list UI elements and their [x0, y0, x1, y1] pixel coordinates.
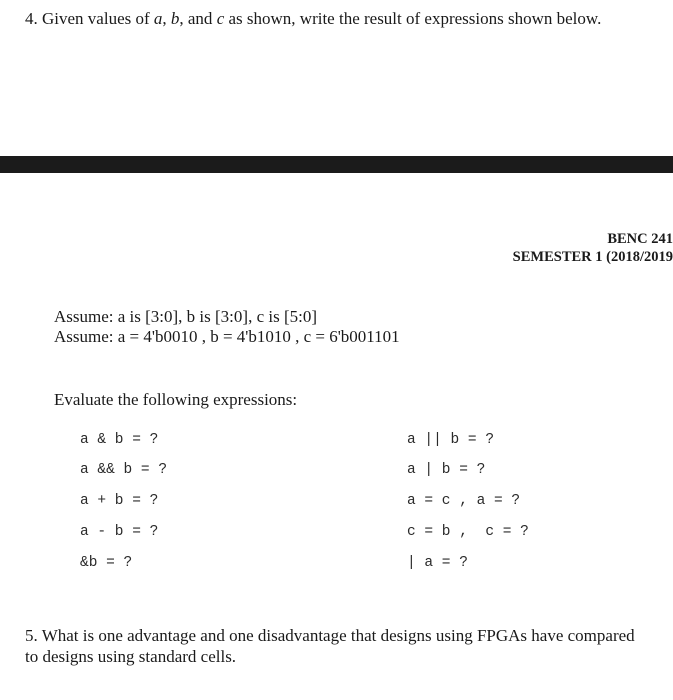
question-4-comma: ,	[162, 9, 171, 28]
expression-left-5: &b = ?	[80, 555, 133, 571]
question-4-text-part2: , and	[179, 9, 217, 28]
question-5: 5. What is one advantage and one disadvantage that designs using FPGAs have compared to designs using standard cells.	[25, 626, 635, 666]
assumption-widths: Assume: a is [3:0], b is [3:0], c is [5:0]	[54, 307, 317, 326]
evaluate-heading: Evaluate the following expressions:	[54, 390, 298, 409]
question-4-prompt	[25, 8, 601, 29]
semester-label: SEMESTER 1 (2018/2019	[512, 249, 673, 265]
page-divider-bar	[0, 156, 673, 173]
question-4-number: 4.	[25, 9, 38, 28]
expression-right-5: | a = ?	[407, 555, 468, 571]
expression-left-2: a && b = ?	[80, 462, 168, 478]
var-c: c	[216, 9, 225, 28]
expression-left-4: a - b = ?	[80, 524, 159, 540]
expression-left-1: a & b = ?	[80, 432, 159, 448]
var-a: a	[153, 9, 163, 28]
expression-right-4: c = b , c = ?	[407, 524, 529, 540]
question-4-text-part3: as shown, write the result of expressions shown below.	[224, 9, 602, 28]
assumption-values: Assume: a = 4'b0010 , b = 4'b1010 , c = 6'b001101	[54, 327, 400, 346]
question-4-text-part1: Given values of	[42, 9, 154, 28]
expression-right-1: a || b = ?	[407, 432, 495, 448]
expression-right-3: a = c , a = ?	[407, 493, 521, 509]
expression-left-3: a + b = ?	[80, 493, 159, 509]
var-b: b	[170, 9, 180, 28]
expression-right-2: a | b = ?	[407, 462, 486, 478]
course-code: BENC 241	[607, 231, 673, 247]
page-header	[513, 230, 673, 266]
